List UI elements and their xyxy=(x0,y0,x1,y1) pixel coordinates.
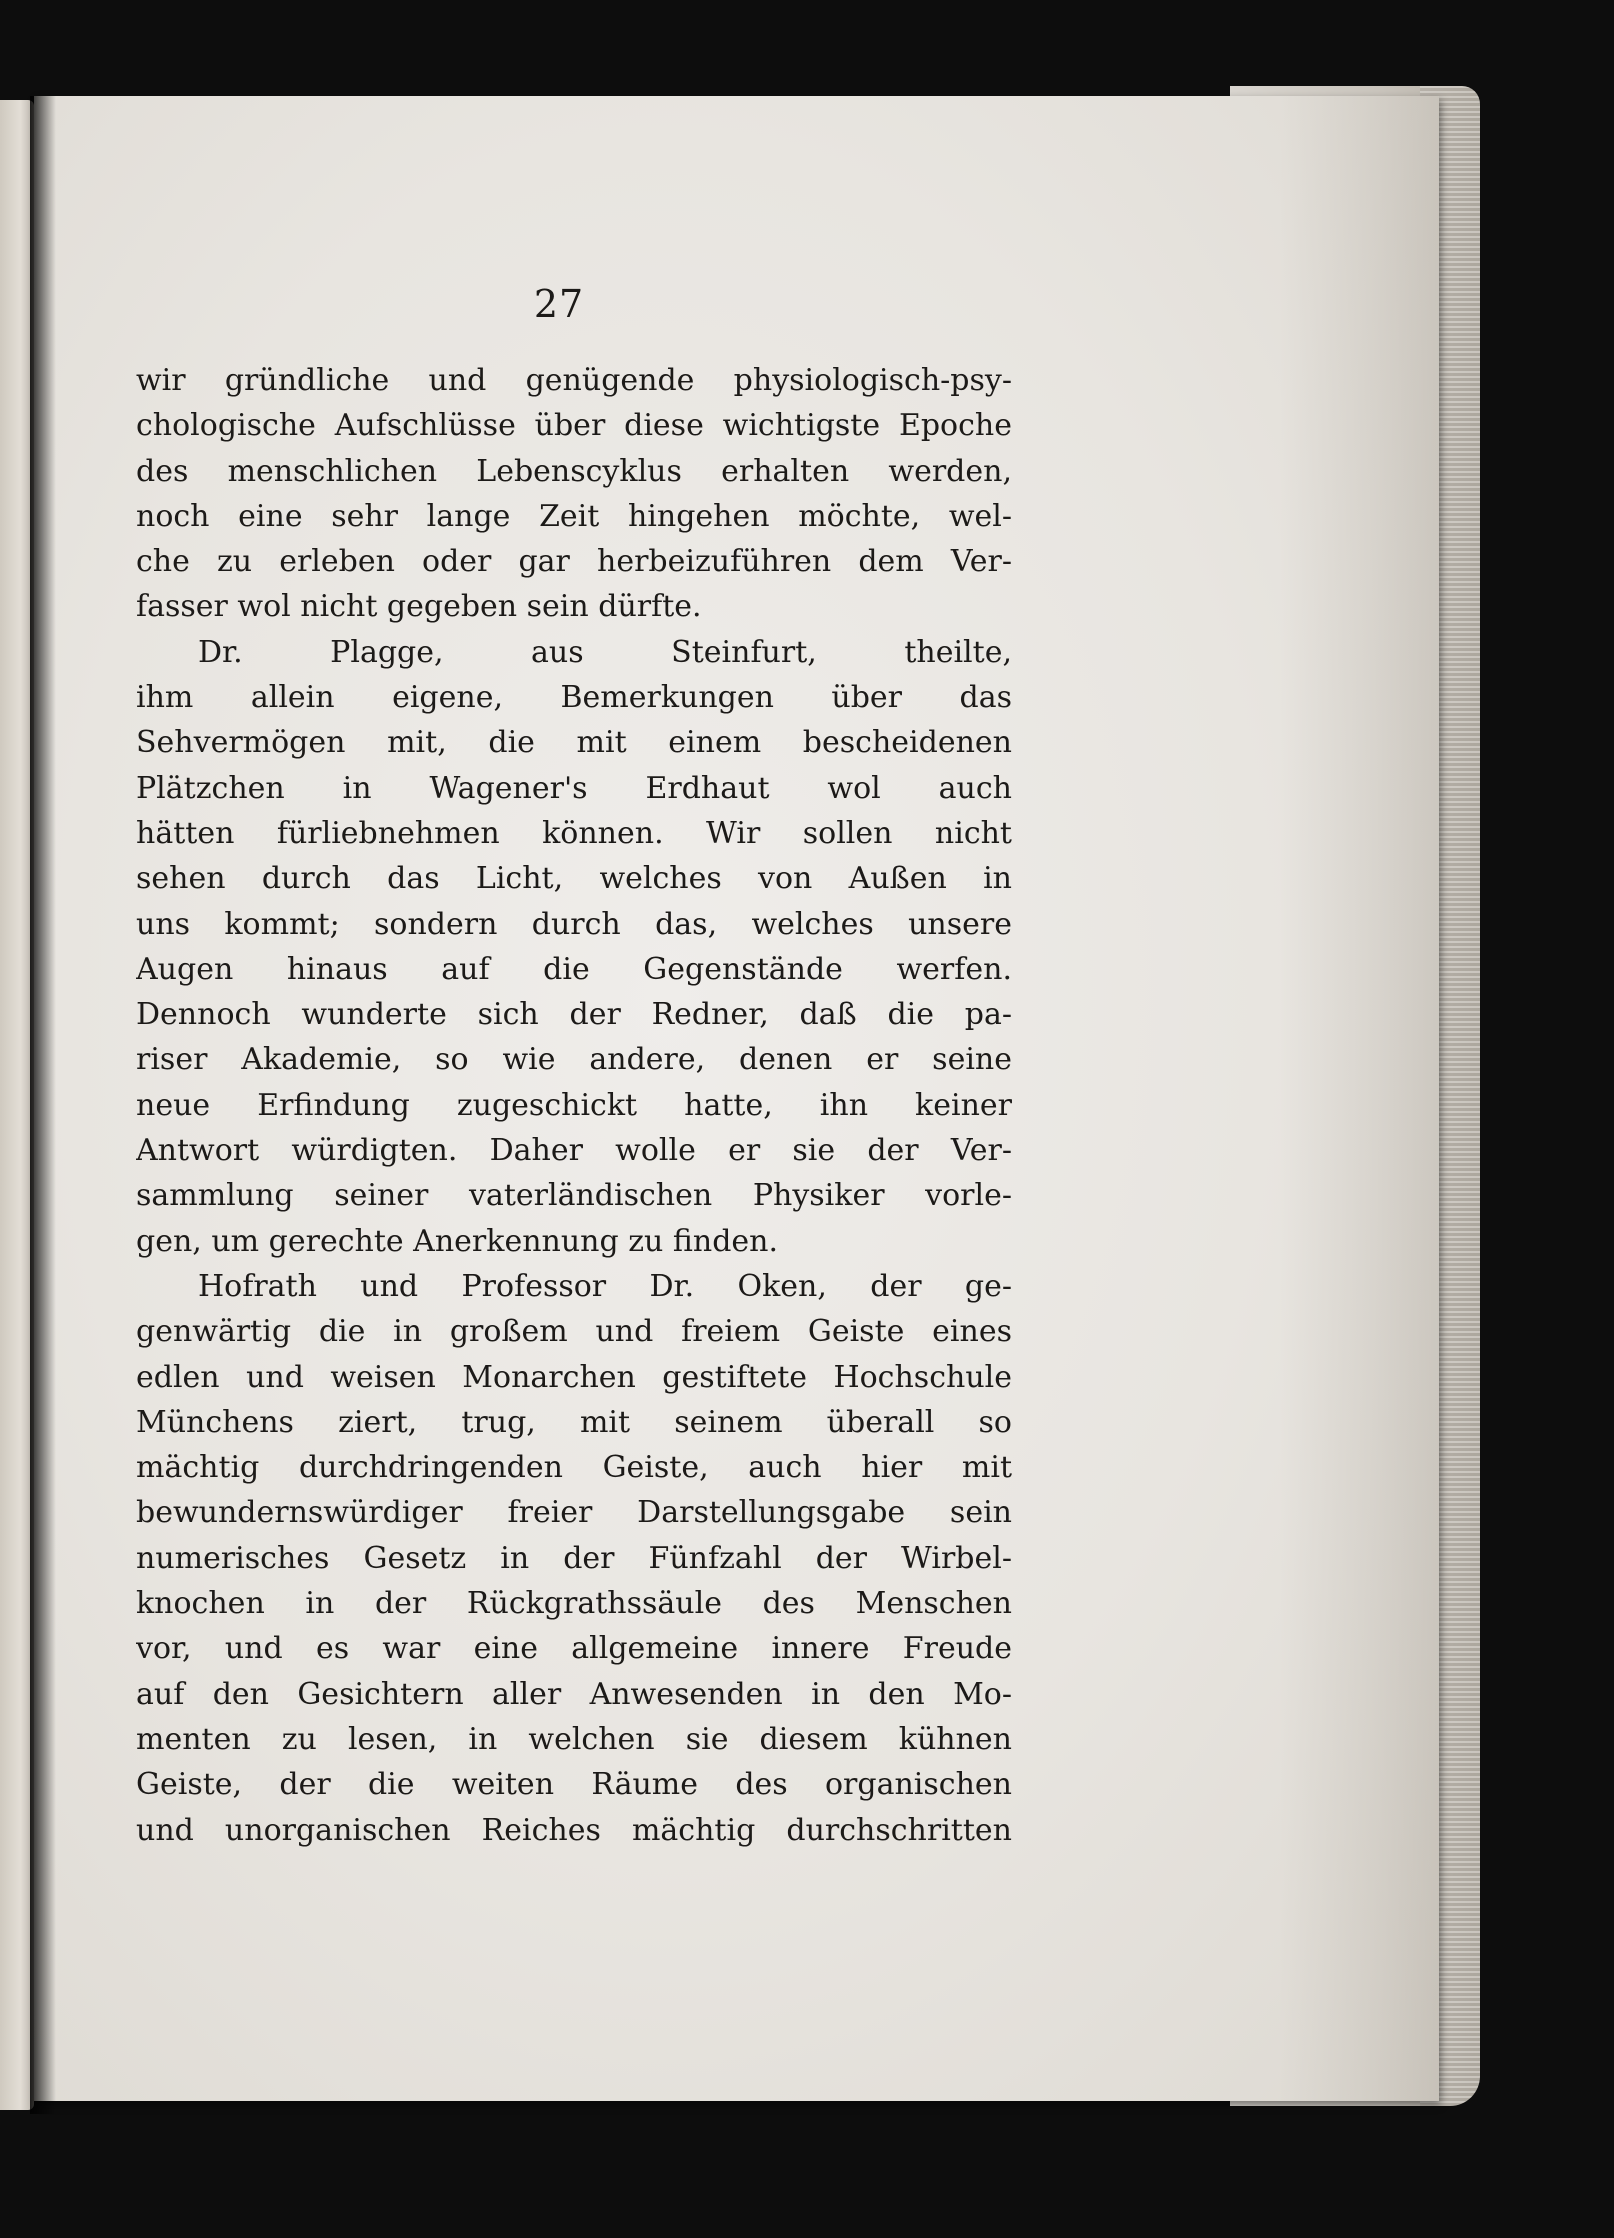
text-line: noch eine sehr lange Zeit hingehen möchte, wel- xyxy=(136,498,1012,534)
page-number: 27 xyxy=(533,282,585,326)
text-line: mächtig durchdringenden Geiste, auch hier mit xyxy=(136,1450,1012,1486)
body-text xyxy=(136,358,1012,1853)
text-line: hätten fürliebnehmen können. Wir sollen nicht xyxy=(136,815,1012,851)
book-page xyxy=(34,96,1439,2101)
text-line: Sehvermögen mit, die mit einem bescheidenen xyxy=(136,725,1012,761)
text-line: Augen hinaus auf die Gegenstände werfen. xyxy=(136,951,1012,987)
text-line: bewundernswürdiger freier Darstellungsgabe sein xyxy=(136,1495,1012,1531)
facing-page-edge xyxy=(0,100,34,2110)
text-line: menten zu lesen, in welchen sie diesem kühnen xyxy=(136,1721,1012,1757)
text-line: fasser wol nicht gegeben sein dürfte. xyxy=(136,589,702,625)
text-line: riser Akademie, so wie andere, denen er seine xyxy=(136,1042,1012,1078)
text-line: Plätzchen in Wagener's Erdhaut wol auch xyxy=(136,770,1012,806)
page-discoloration xyxy=(1279,96,1439,2101)
text-line: Dennoch wunderte sich der Redner, daß die pa- xyxy=(136,997,1012,1033)
text-line: und unorganischen Reiches mächtig durchschritten xyxy=(136,1812,1012,1848)
text-line: Hofrath und Professor Dr. Oken, der ge- xyxy=(198,1268,1012,1304)
gutter-shadow xyxy=(30,96,56,2114)
text-line: Geiste, der die weiten Räume des organischen xyxy=(136,1767,1012,1803)
text-line: uns kommt; sondern durch das, welches unsere xyxy=(136,906,1012,942)
text-line: des menschlichen Lebenscyklus erhalten werden, xyxy=(136,453,1012,489)
text-line: wir gründliche und genügende physiologisch-psy- xyxy=(136,363,1012,398)
text-line: chologische Aufschlüsse über diese wichtigste Epoche xyxy=(136,408,1012,444)
page-header xyxy=(34,282,1084,326)
text-line: ihm allein eigene, Bemerkungen über das xyxy=(136,680,1012,716)
text-line: sammlung seiner vaterländischen Physiker vorle- xyxy=(136,1178,1012,1214)
text-line: edlen und weisen Monarchen gestiftete Hochschule xyxy=(136,1359,1012,1395)
text-line: neue Erfindung zugeschickt hatte, ihn keiner xyxy=(136,1087,1012,1123)
text-line: gen, um gerechte Anerkennung zu finden. xyxy=(136,1223,779,1259)
text-line: Antwort würdigten. Daher wolle er sie der Ver- xyxy=(136,1133,1012,1169)
text-line: knochen in der Rückgrathssäule des Menschen xyxy=(136,1586,1012,1622)
text-line: Dr. Plagge, aus Steinfurt, theilte, xyxy=(198,634,1012,670)
text-line: auf den Gesichtern aller Anwesenden in den Mo- xyxy=(136,1676,1012,1712)
text-line: sehen durch das Licht, welches von Außen in xyxy=(136,861,1012,897)
text-line: genwärtig die in großem und freiem Geiste eines xyxy=(136,1314,1012,1350)
text-line: vor, und es war eine allgemeine innere Freude xyxy=(136,1631,1012,1667)
text-line: numerisches Gesetz in der Fünfzahl der Wirbel- xyxy=(136,1540,1012,1576)
text-line: Münchens ziert, trug, mit seinem überall so xyxy=(136,1404,1012,1440)
text-line: che zu erleben oder gar herbeizuführen dem Ver- xyxy=(136,544,1012,580)
